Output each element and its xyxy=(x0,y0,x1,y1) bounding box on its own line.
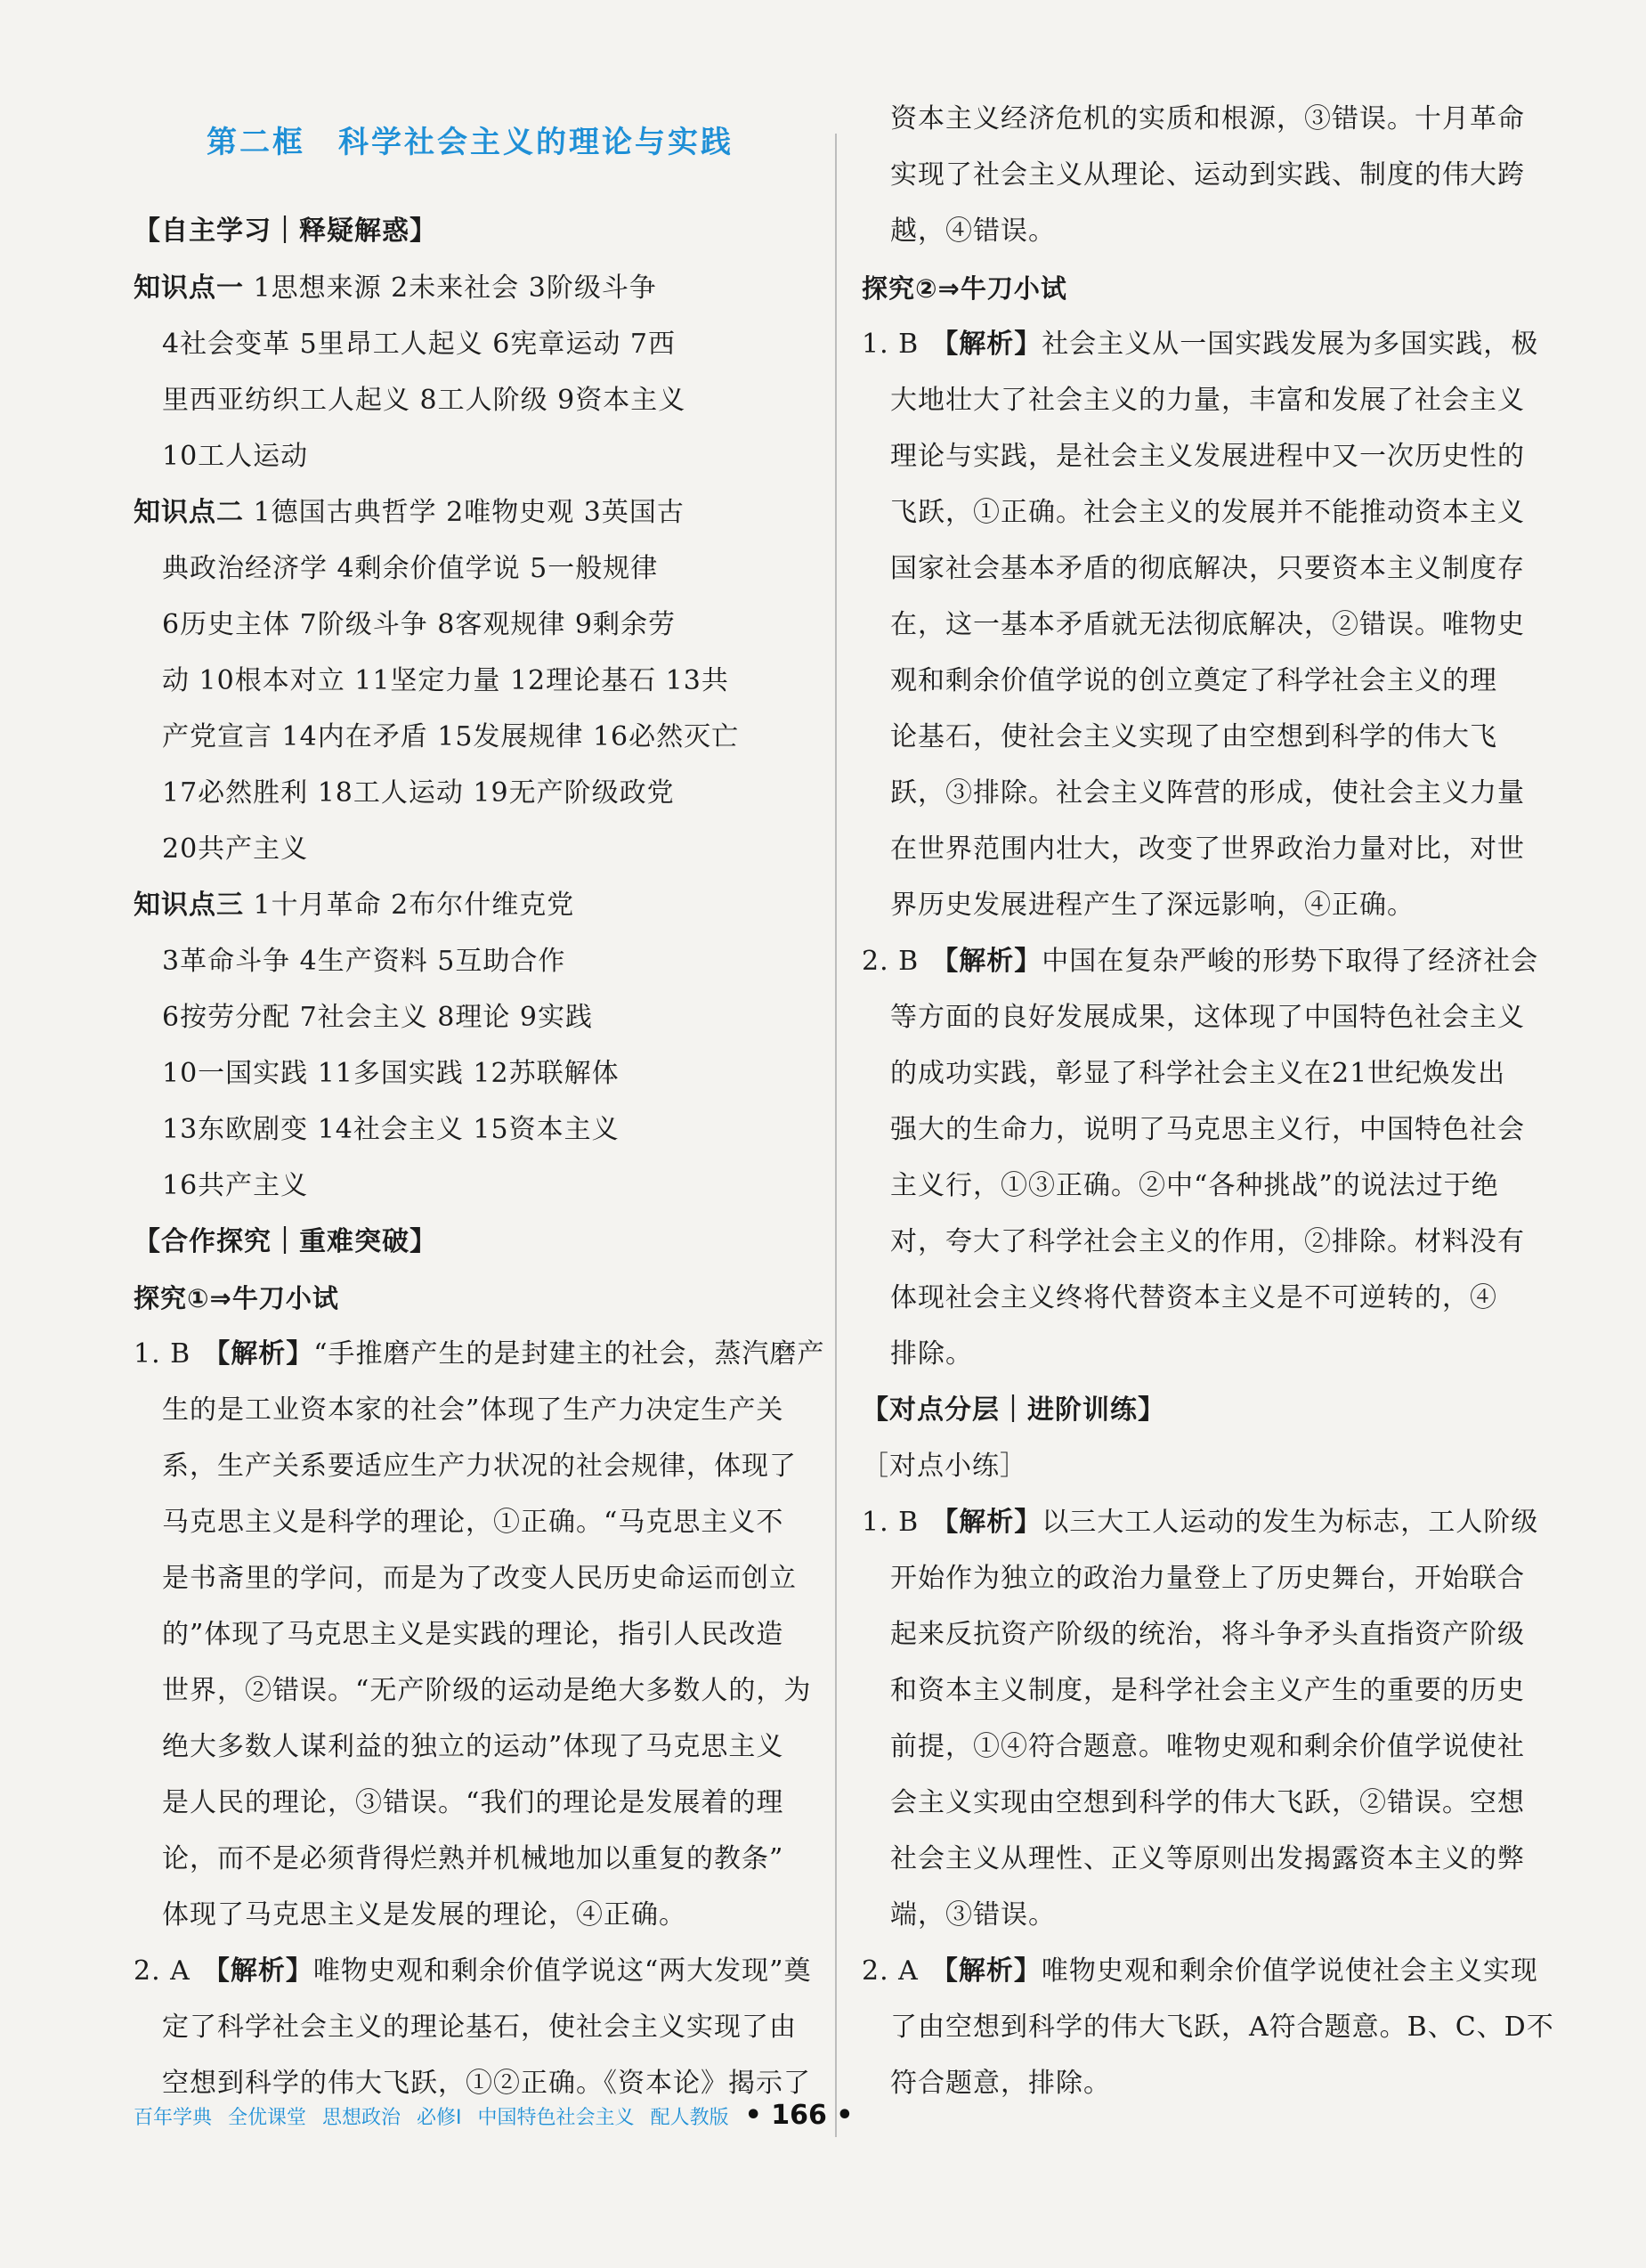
line-text: 中国在复杂严峻的形势下取得了经济社会 xyxy=(1042,946,1539,977)
text-line xyxy=(890,1112,1525,1148)
knowledge-point-label: 知识点三 xyxy=(134,890,244,921)
line-text: 系，生产关系要适应生产力状况的社会规律，体现了 xyxy=(162,1451,797,1482)
line-text: ［对点小练］ xyxy=(862,1451,1027,1482)
line-text: 大地壮大了社会主义的力量，丰富和发展了社会主义 xyxy=(890,385,1525,416)
line-text: 生的是工业资本家的社会”体现了生产力决定生产关 xyxy=(162,1394,784,1426)
text-line xyxy=(162,719,739,755)
text-line xyxy=(162,1561,797,1597)
text-line xyxy=(162,1505,783,1540)
footer-item: 中国特色社会主义 xyxy=(477,2107,635,2129)
text-line xyxy=(162,383,685,419)
text-line xyxy=(162,944,565,980)
text-line xyxy=(890,551,1525,587)
line-text: 前提，①④符合题意。唯物史观和剩余价值学说使社 xyxy=(890,1731,1525,1762)
line-text: 定了科学社会主义的理论基石，使社会主义实现了由 xyxy=(162,2012,797,2043)
line-text: 16共产主义 xyxy=(162,1170,309,1201)
text-line xyxy=(162,2066,811,2101)
line-text: 强大的生命力，说明了马克思主义行，中国特色社会 xyxy=(890,1114,1525,1145)
footer-item: 配人教版 xyxy=(650,2107,729,2129)
line-text: 3革命斗争 4生产资料 5互助合作 xyxy=(162,946,566,977)
line-text: 社会主义从一国实践发展为多国实践，极 xyxy=(1042,329,1539,360)
line-text: 跃，③排除。社会主义阵营的形成，使社会主义力量 xyxy=(890,777,1525,809)
text-line xyxy=(162,776,675,811)
text-line xyxy=(162,1056,620,1092)
text-line xyxy=(890,1729,1525,1765)
line-text: “手推磨产生的是封建主的社会，蒸汽磨产 xyxy=(313,1338,825,1370)
line-text: 起来反抗资产阶级的统治，将斗争矛头直指资产阶级 xyxy=(890,1619,1525,1650)
text-line xyxy=(162,663,729,699)
line-text: 等方面的良好发展成果，这体现了中国特色社会主义 xyxy=(890,1002,1525,1033)
line-text: 界历史发展进程产生了深远影响，④正确。 xyxy=(890,890,1415,921)
text-line xyxy=(162,327,676,362)
line-text: 社会主义从理性、正义等原则出发揭露资本主义的弊 xyxy=(890,1843,1525,1874)
answer-item xyxy=(134,1954,812,1989)
line-text: 13东欧剧变 14社会主义 15资本主义 xyxy=(162,1114,620,1145)
line-text: 主义行，①③正确。②中“各种挑战”的说法过于绝 xyxy=(890,1170,1499,1201)
text-line xyxy=(890,214,1056,249)
text-line xyxy=(162,551,658,587)
answer-item xyxy=(862,944,1538,980)
line-text: 和资本主义制度，是科学社会主义产生的重要的历史 xyxy=(890,1675,1525,1706)
line-text: 10工人运动 xyxy=(162,441,309,472)
line-text: 开始作为独立的政治力量登上了历史舞台，开始联合 xyxy=(890,1563,1525,1594)
line-text: 符合题意，排除。 xyxy=(890,2068,1111,2099)
section-heading xyxy=(134,214,437,249)
line-text: 探究①⇒牛刀小试 xyxy=(134,1283,339,1313)
analysis-tag: 【解析】 xyxy=(931,946,1042,977)
line-text: 体现社会主义终将代替资本主义是不可逆转的，④ xyxy=(890,1282,1497,1313)
text-line xyxy=(890,607,1525,643)
line-text: 【合作探究｜重难突破】 xyxy=(134,1226,437,1257)
line-text: 排除。 xyxy=(890,1338,973,1370)
line-text: 唯物史观和剩余价值学说使社会主义实现 xyxy=(1041,1955,1538,1987)
knowledge-point-label: 知识点二 xyxy=(134,497,244,528)
text-line xyxy=(162,439,308,475)
text-line xyxy=(890,1056,1505,1092)
answer-number: 1. B xyxy=(862,329,920,360)
text-line xyxy=(162,1785,783,1821)
page-title xyxy=(207,125,734,160)
line-text: 会主义实现由空想到科学的伟大飞跃，②错误。空想 xyxy=(890,1787,1525,1818)
line-text: 了由空想到科学的伟大飞跃，A符合题意。B、C、D不 xyxy=(890,2012,1554,2043)
text-line xyxy=(162,1841,783,1877)
line-text: 端，③错误。 xyxy=(890,1899,1056,1931)
line-text: 的成功实践，彰显了科学社会主义在21世纪焕发出 xyxy=(890,1058,1506,1089)
text-line xyxy=(890,1280,1497,1316)
line-text: 里西亚纺织工人起义 8工人阶级 9资本主义 xyxy=(162,385,686,416)
text-line xyxy=(890,1168,1499,1204)
line-text: 10一国实践 11多国实践 12苏联解体 xyxy=(162,1058,620,1089)
line-text: 观和剩余价值学说的创立奠定了科学社会主义的理 xyxy=(890,665,1497,696)
line-text: 理论与实践，是社会主义发展进程中又一次历史性的 xyxy=(890,441,1525,472)
line-text: 在，这一基本矛盾就无法彻底解决，②错误。唯物史 xyxy=(890,609,1525,640)
footer-item: 思想政治 xyxy=(322,2107,401,2129)
line-text: 资本主义经济危机的实质和根源，③错误。十月革命 xyxy=(890,103,1525,134)
text-line xyxy=(890,2010,1554,2045)
line-text: 论，而不是必须背得烂熟并机械地加以重复的教条” xyxy=(162,1843,784,1874)
text-line xyxy=(890,1337,973,1372)
text-line xyxy=(890,439,1525,475)
text-line xyxy=(162,1729,783,1765)
knowledge-point-line xyxy=(134,888,574,923)
line-text: 对，夸大了科学社会主义的作用，②排除。材料没有 xyxy=(890,1226,1525,1257)
answer-item xyxy=(862,1954,1538,1989)
text-line xyxy=(162,832,308,867)
line-text: 6按劳分配 7社会主义 8理论 9实践 xyxy=(162,1002,593,1033)
answer-number: 2. A xyxy=(134,1955,191,1987)
text-line xyxy=(162,2010,797,2045)
line-text: 体现了马克思主义是发展的理论，④正确。 xyxy=(162,1899,686,1931)
text-line xyxy=(890,776,1525,811)
page-footer xyxy=(134,2100,853,2131)
line-text: 空想到科学的伟大飞跃，①②正确。《资本论》揭示了 xyxy=(162,2068,811,2099)
line-text: 20共产主义 xyxy=(162,833,309,865)
line-text: 探究②⇒牛刀小试 xyxy=(862,273,1067,304)
text-line xyxy=(890,2066,1111,2101)
line-text: 【自主学习｜释疑解惑】 xyxy=(134,215,437,247)
text-line xyxy=(890,158,1525,193)
line-text: 17必然胜利 18工人运动 19无产阶级政党 xyxy=(162,777,675,809)
knowledge-point-line xyxy=(134,495,685,531)
line-text: 1德国古典哲学 2唯物史观 3英国古 xyxy=(244,497,685,528)
line-text: 6历史主体 7阶级斗争 8客观规律 9剩余劳 xyxy=(162,609,676,640)
subsection-heading xyxy=(862,1449,1027,1484)
text-line xyxy=(890,1841,1525,1877)
text-line xyxy=(890,495,1525,531)
text-line xyxy=(890,1673,1525,1709)
text-line xyxy=(890,1561,1525,1597)
text-line xyxy=(162,1617,783,1653)
knowledge-point-line xyxy=(134,271,657,306)
line-text: 论基石，使社会主义实现了由空想到科学的伟大飞 xyxy=(890,721,1497,752)
line-text: 4社会变革 5里昂工人起义 6宪章运动 7西 xyxy=(162,329,676,360)
knowledge-point-label: 知识点一 xyxy=(134,272,244,304)
answer-number: 2. B xyxy=(862,946,920,977)
text-line xyxy=(890,1617,1525,1653)
text-line xyxy=(890,1898,1056,1933)
line-text: 飞跃，①正确。社会主义的发展并不能推动资本主义 xyxy=(890,497,1525,528)
text-line xyxy=(162,1168,308,1204)
line-text: 是人民的理论，③错误。“我们的理论是发展着的理 xyxy=(162,1787,784,1818)
line-text: 【对点分层｜进阶训练】 xyxy=(862,1394,1165,1426)
footer-item: 全优课堂 xyxy=(228,2107,307,2129)
column-divider xyxy=(835,134,837,2137)
section-heading xyxy=(862,1393,1165,1428)
line-text: 国家社会基本矛盾的彻底解决，只要资本主义制度存 xyxy=(890,553,1525,584)
footer-item: 必修Ⅰ xyxy=(417,2107,462,2129)
line-text: 是书斋里的学问，而是为了改变人民历史命运而创立 xyxy=(162,1563,797,1594)
line-text: 越，④错误。 xyxy=(890,215,1056,247)
text-line xyxy=(162,1393,783,1428)
footer-item: 百年学典 xyxy=(134,2107,213,2129)
analysis-tag: 【解析】 xyxy=(931,1507,1042,1538)
answer-number: 1. B xyxy=(134,1338,191,1370)
line-text: 实现了社会主义从理论、运动到实践、制度的伟大跨 xyxy=(890,159,1525,191)
text-line xyxy=(890,1000,1525,1036)
line-text: 第二框 科学社会主义的理论与实践 xyxy=(207,125,734,160)
text-line xyxy=(890,383,1525,419)
line-text: 1思想来源 2未来社会 3阶级斗争 xyxy=(244,272,657,304)
line-text: 世界，②错误。“无产阶级的运动是绝大多数人的，为 xyxy=(162,1675,812,1706)
answer-item xyxy=(862,1505,1538,1540)
answer-number: 1. B xyxy=(862,1507,920,1538)
line-text: 的”体现了马克思主义是实践的理论，指引人民改造 xyxy=(162,1619,784,1650)
line-text: 绝大多数人谋利益的独立的运动”体现了马克思主义 xyxy=(162,1731,784,1762)
text-line xyxy=(890,663,1497,699)
line-text: 产党宣言 14内在矛盾 15发展规律 16必然灭亡 xyxy=(162,721,740,752)
line-text: 唯物史观和剩余价值学说这“两大发现”奠 xyxy=(312,1955,812,1987)
text-line xyxy=(162,1449,797,1484)
answer-item xyxy=(862,327,1538,362)
text-line xyxy=(890,1224,1525,1260)
line-text: 马克思主义是科学的理论，①正确。“马克思主义不 xyxy=(162,1507,784,1538)
line-text: 动 10根本对立 11坚定力量 12理论基石 13共 xyxy=(162,665,729,696)
line-text: 在世界范围内壮大，改变了世界政治力量对比，对世 xyxy=(890,833,1525,865)
text-line xyxy=(890,1785,1525,1821)
text-line xyxy=(162,1112,620,1148)
text-line xyxy=(162,1673,811,1709)
analysis-tag: 【解析】 xyxy=(931,329,1042,360)
answer-item xyxy=(134,1337,825,1372)
text-line xyxy=(162,1898,686,1933)
analysis-tag: 【解析】 xyxy=(203,1338,314,1370)
line-text: 典政治经济学 4剩余价值学说 5一般规律 xyxy=(162,553,659,584)
text-line xyxy=(890,102,1525,137)
text-line xyxy=(162,607,676,643)
text-line xyxy=(162,1000,593,1036)
section-heading xyxy=(134,1224,437,1260)
analysis-tag: 【解析】 xyxy=(202,1955,313,1987)
text-line xyxy=(890,832,1525,867)
line-text: 1十月革命 2布尔什维克党 xyxy=(244,890,575,921)
subsection-heading xyxy=(134,1280,339,1316)
text-line xyxy=(890,888,1415,923)
page-number: • 166 • xyxy=(744,2100,854,2131)
subsection-heading xyxy=(862,271,1067,306)
text-line xyxy=(890,719,1497,755)
answer-number: 2. A xyxy=(862,1955,919,1987)
analysis-tag: 【解析】 xyxy=(930,1955,1042,1987)
line-text: 以三大工人运动的发生为标志，工人阶级 xyxy=(1042,1507,1539,1538)
